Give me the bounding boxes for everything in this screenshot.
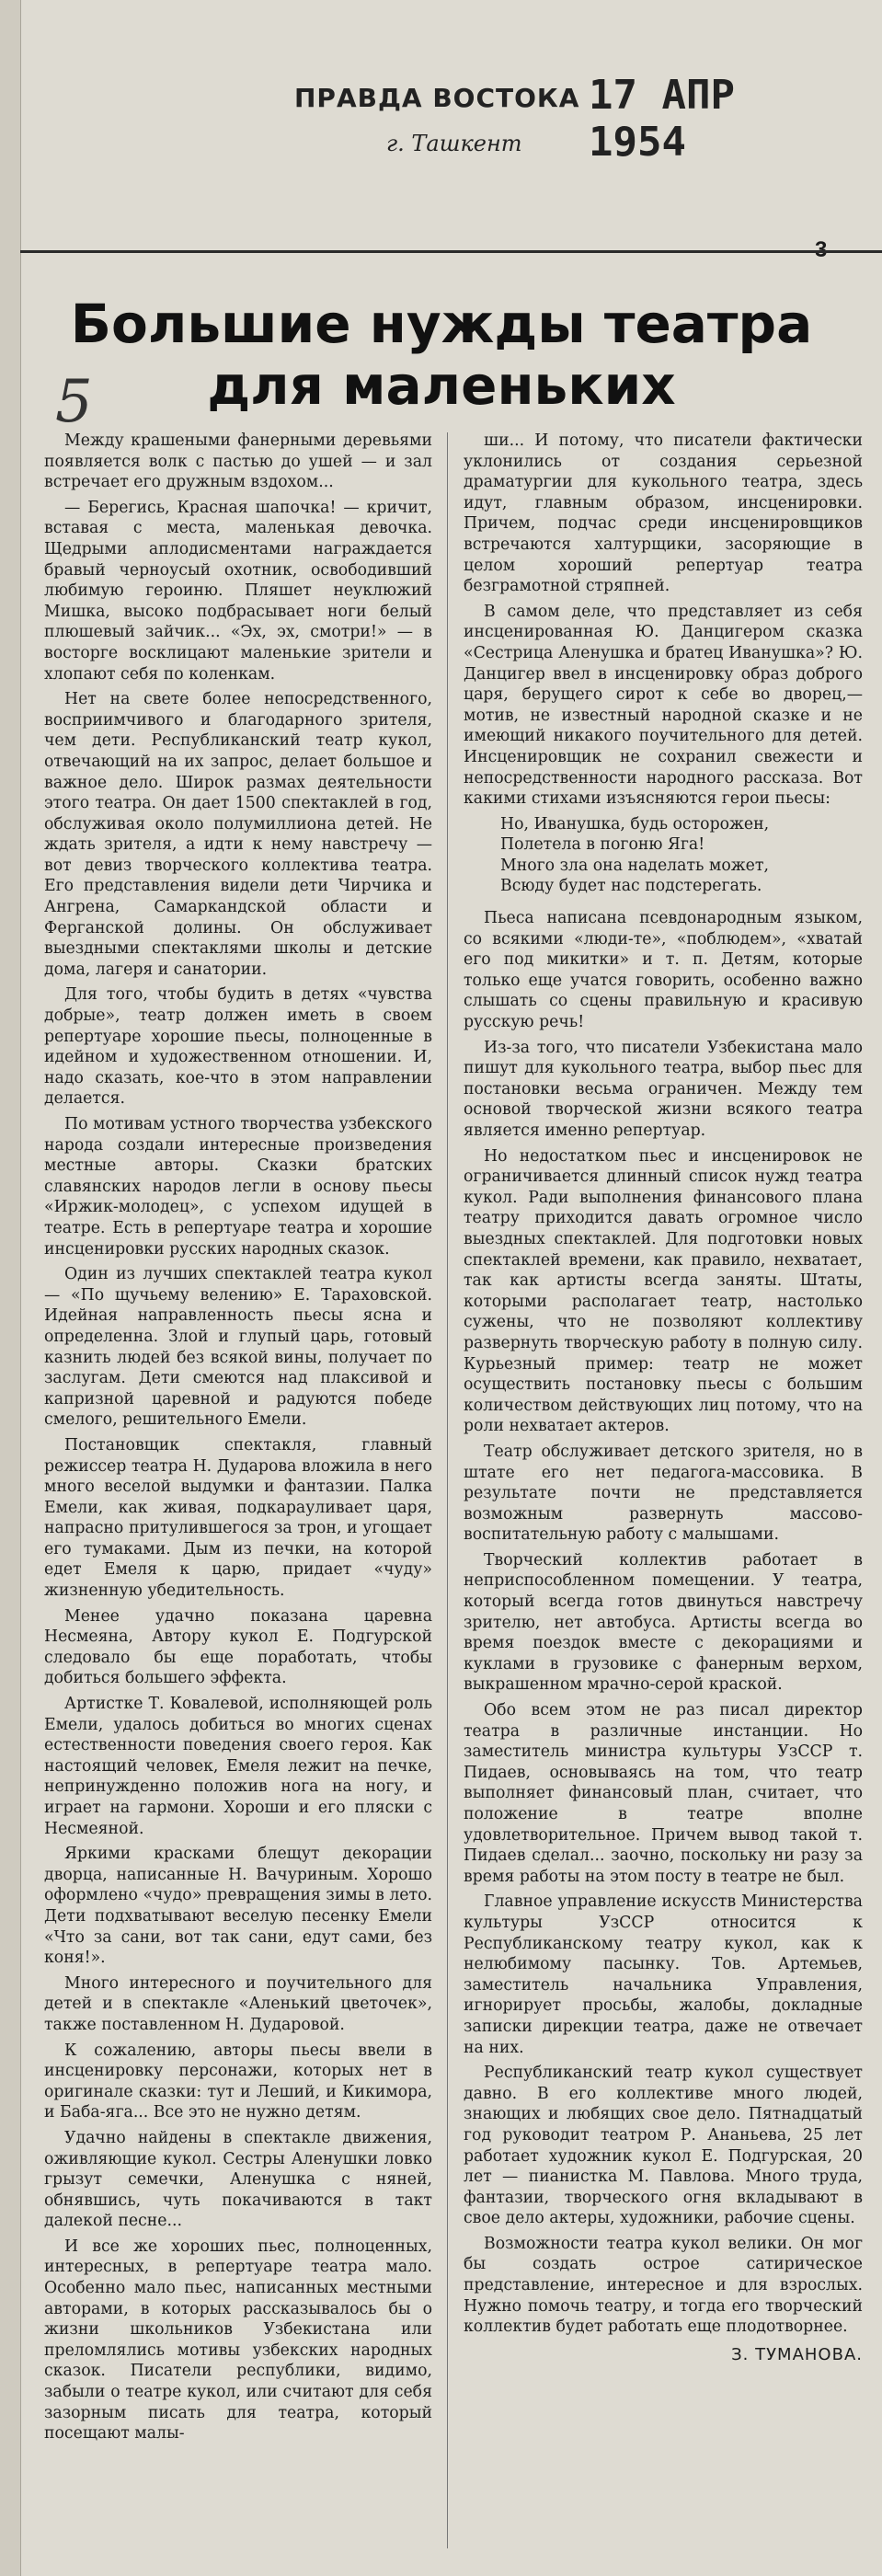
title-line-1: Большие нужды театра xyxy=(70,293,813,355)
article-title xyxy=(37,293,846,416)
archive-stamp xyxy=(294,72,773,173)
column-divider xyxy=(447,432,448,2548)
article-paragraph: Для того, чтобы будить в детях «чувства добрые», театр должен иметь в своем репертуаре хорошие пьесы, полноценные в идейном и художественном отношении. И, надо сказать, кое-что в этом направлении делается. xyxy=(44,985,432,1109)
article-paragraph: Обо всем этом не раз писал директор театра в различные инстанции. Но заместитель министра культуры УзССР т. Пидаев, основываясь на том, что театр выполняет финансовый план, считает, что положение в театре вполне удовлетворительное. Причем вывод такой т. Пидаев сделал... заочно, поскольку ни разу за время работы на этом посту в театре не был. xyxy=(464,1701,863,1886)
poem-line: Много зла она наделать может, xyxy=(500,856,769,875)
title-line-2: для маленьких xyxy=(207,354,676,417)
article-paragraph: Много интересного и поучительного для детей и в спектакле «Аленький цветочек», также поставленном Н. Дударовой. xyxy=(44,1973,432,2034)
article-paragraph: Нет на свете более непосредственного, восприимчивого и благодарного зрителя, чем дети. Республиканский театр кукол, отвечающий на их запрос, делает большое и важное дело. Широк размах деятельности этого театра. Он дает 1500 спектаклей в год, обслуживая около полумиллиона детей. Не ждать зрителя, а идти к нему навстречу — вот девиз творческого коллектива театра. Его представления видели дети Чирчика и Ангрена, Самаркандской области и Ферганской долины. Он обслуживает выездными спектаклями школы и детские дома, лагеря и санатории. xyxy=(44,690,432,979)
article-paragraph: ши... И потому, что писатели фактически уклонились от создания серьезной драматургии для кукольного театра, здесь идут, главным образом, инсценировки. Причем, подчас среди инсценировщиков встречаются халтурщики, засоряющие в целом хороший репертуар театра безграмотной стряпней. xyxy=(464,431,863,596)
article-paragraph: Возможности театра кукол велики. Он мог бы создать острое сатирическое представление, интересное и для взрослых. Нужно помочь театру, и тогда его творческий коллектив будет работать еще плодотворнее. xyxy=(464,2234,863,2337)
poem-quote xyxy=(500,814,863,897)
article-paragraph: К сожалению, авторы пьесы ввели в инсценировку персонажи, которых нет в оригинале сказки: тут и Леший, и Кикимора, и Баба-яга... Все это не нужно детям. xyxy=(44,2041,432,2122)
article-paragraph: Между крашеными фанерными деревьями появляется волк с пастью до ушей — и зал встречает его дружным вздохом... xyxy=(44,431,432,492)
right-column-before-poem xyxy=(464,431,863,810)
article-paragraph: В самом деле, что представляет из себя инсценированная Ю. Данцигером сказка «Сестрица Аленушка и братец Иванушка»? Ю. Данцигер ввел в инсценировку образ доброго царя, берущего сирот к себе во дворец,—мотив, не известный народной сказке и не имеющий никакого поучительного для детей. Инсценировщик не сохранил свежести и непосредственности народного рассказа. Вот какими стихами изъясняются герои пьесы: xyxy=(464,602,863,809)
article-column-left xyxy=(44,431,432,2449)
header-rule xyxy=(20,250,882,253)
date-stamp: 17 АПР 1954 xyxy=(589,72,735,166)
article-paragraph: Главное управление искусств Министерства культуры УзССР относится к Республиканскому театру кукол, как к нелюбимому пасынку. Тов. Артемьев, заместитель начальника Управления, игнорирует просьбы, жалобы, докладные записки дирекции театра, даже не отвечает на них. xyxy=(464,1892,863,2057)
newspaper-name: ПРАВДА ВОСТОКА xyxy=(294,83,580,113)
article-paragraph: Творческий коллектив работает в неприспособленном помещении. У театра, который всегда готов двинуться навстречу зрителю, нет автобуса. Артисты всегда во время поездок вместе с декорациями и куклами в грузовике с фанерным верхом, выкрашенном мрачно-серой краской. xyxy=(464,1550,863,1695)
right-column-after-poem xyxy=(464,908,863,2338)
article-paragraph: Из-за того, что писатели Узбекистана мало пишут для кукольного театра, выбор пьес для постановки весьма ограничен. Между тем основой творческой жизни всякого театра является именно репертуар. xyxy=(464,1038,863,1140)
article-paragraph: — Берегись, Красная шапочка! — кричит, вставая с места, маленькая девочка. Щедрыми аплодисментами награждается бравый черноусый охотник, освободивший любимую героиню. Пляшет неуклюжий Мишка, высоко подбрасывает ноги белый плюшевый зайчик... «Эх, эх, смотри!» — в восторге восклицают маленькие зрители и хлопают себя по коленкам. xyxy=(44,498,432,684)
article-paragraph: Один из лучших спектаклей театра кукол — «По щучьему велению» Е. Тараховской. Идейная направленность пьесы ясна и определенна. Злой и глупый царь, готовый казнить людей без всякой вины, получает по заслугам. Дети смеются над плаксивой и капризной царевной и радуются победе смелого, решительного Емели. xyxy=(44,1265,432,1430)
page-margin xyxy=(0,0,21,2576)
city-label: г. Ташкент xyxy=(386,131,522,156)
article-paragraph: Театр обслуживает детского зрителя, но в штате его нет педагога-массовика. В результате почти не представляется возможным развернуть массово-воспитательную работу с малышами. xyxy=(464,1442,863,1545)
article-paragraph: Но недостатком пьес и инсценировок не ограничивается длинный список нужд театра кукол. Ради выполнения финансового плана театру приходится давать огромное число выездных спектаклей. Для подготовки новых спектаклей времени, как правило, нехватает, так как артисты всегда заняты. Штаты, которыми располагает театр, настолько сужены, что не позволяют коллективу развернуть творческую работу в полную силу. Курьезный пример: театр не может осуществить постановку пьесы с большим количеством действующих лиц потому, что на роли нехватает актеров. xyxy=(464,1146,863,1436)
article-paragraph: И все же хороших пьес, полноценных, интересных, в репертуаре театра мало. Особенно мало пьес, написанных местными авторами, в которых рассказывалось бы о жизни школьников Узбекистана или преломлялись мотивы узбекских народных сказок. Писатели республики, видимо, забыли о театре кукол, или считают для себя зазорным писать для театра, который посещают малы- xyxy=(44,2237,432,2444)
article-paragraph: Яркими красками блещут декорации дворца, написанные Н. Вачуриным. Хорошо оформлено «чудо» превращения зимы в лето. Дети подхватывают веселую песенку Емели «Что за сани, вот так сани, едут сами, без коня!». xyxy=(44,1845,432,1968)
article-paragraph: Постановщик спектакля, главный режиссер театра Н. Дударова вложила в него много веселой выдумки и фантазии. Палка Емели, как живая, подкарауливает царя, напрасно притулившегося за трон, и угощает его тумаками. Дым из печки, на которой едет Емеля к царю, придает «чуду» жизненную убедительность. xyxy=(44,1435,432,1601)
poem-line: Всюду будет нас подстерегать. xyxy=(500,877,762,896)
poem-line: Но, Иванушка, будь осторожен, xyxy=(500,814,770,834)
article-column-right xyxy=(464,431,863,2365)
article-paragraph: Удачно найдены в спектакле движения, оживляющие кукол. Сестры Аленушки ловко грызут семечки, Аленушка с няней, обнявшись, чуть покачиваются в такт далекой песне... xyxy=(44,2128,432,2231)
article-paragraph: Менее удачно показана царевна Несмеяна, Автору кукол Е. Подгурской следовало бы еще поработать, чтобы добиться большего эффекта. xyxy=(44,1606,432,1688)
article-paragraph: Республиканский театр кукол существует давно. В его коллективе много людей, знающих и любящих свое дело. Пятнадцатый год руководит театром Р. Ананьева, 25 лет работает художник кукол Е. Подгурская, 20 лет — пианистка М. Павлова. Много труда, фантазии, творческого огня вкладывают в свое дело актеры, художники, рабочие сцены. xyxy=(464,2064,863,2228)
article-paragraph: Пьеса написана псевдонародным языком, со всякими «люди-те», «поблюдем», «хватай его под микитки» и т. п. Детям, которые только еще учатся говорить, особенно важно слышать со сцены правильную и красивую русскую речь! xyxy=(464,909,863,1032)
handwritten-mark: 5 xyxy=(55,368,93,436)
poem-line: Полетела в погоню Яга! xyxy=(500,835,705,855)
article-paragraph: Артистке Т. Ковалевой, исполняющей роль Емели, удалось добиться во многих сценах естественности поведения своего героя. Как настоящий человек, Емеля лежит на печке, непринужденно положив нога на ногу, и играет на гармони. Хороши и его пляски с Несмеяной. xyxy=(44,1695,432,1838)
page-number: 3 xyxy=(815,237,828,262)
article-paragraph: По мотивам устного творчества узбекского народа создали интересные произведения местные авторы. Сказки братских славянских народов легли в основу пьесы «Иржик-молодец», с успехом идущей в театре. Есть в репертуаре театра и хорошие инсценировки русских народных сказок. xyxy=(44,1115,432,1259)
author-signature: З. ТУМАНОВА. xyxy=(731,2344,863,2364)
